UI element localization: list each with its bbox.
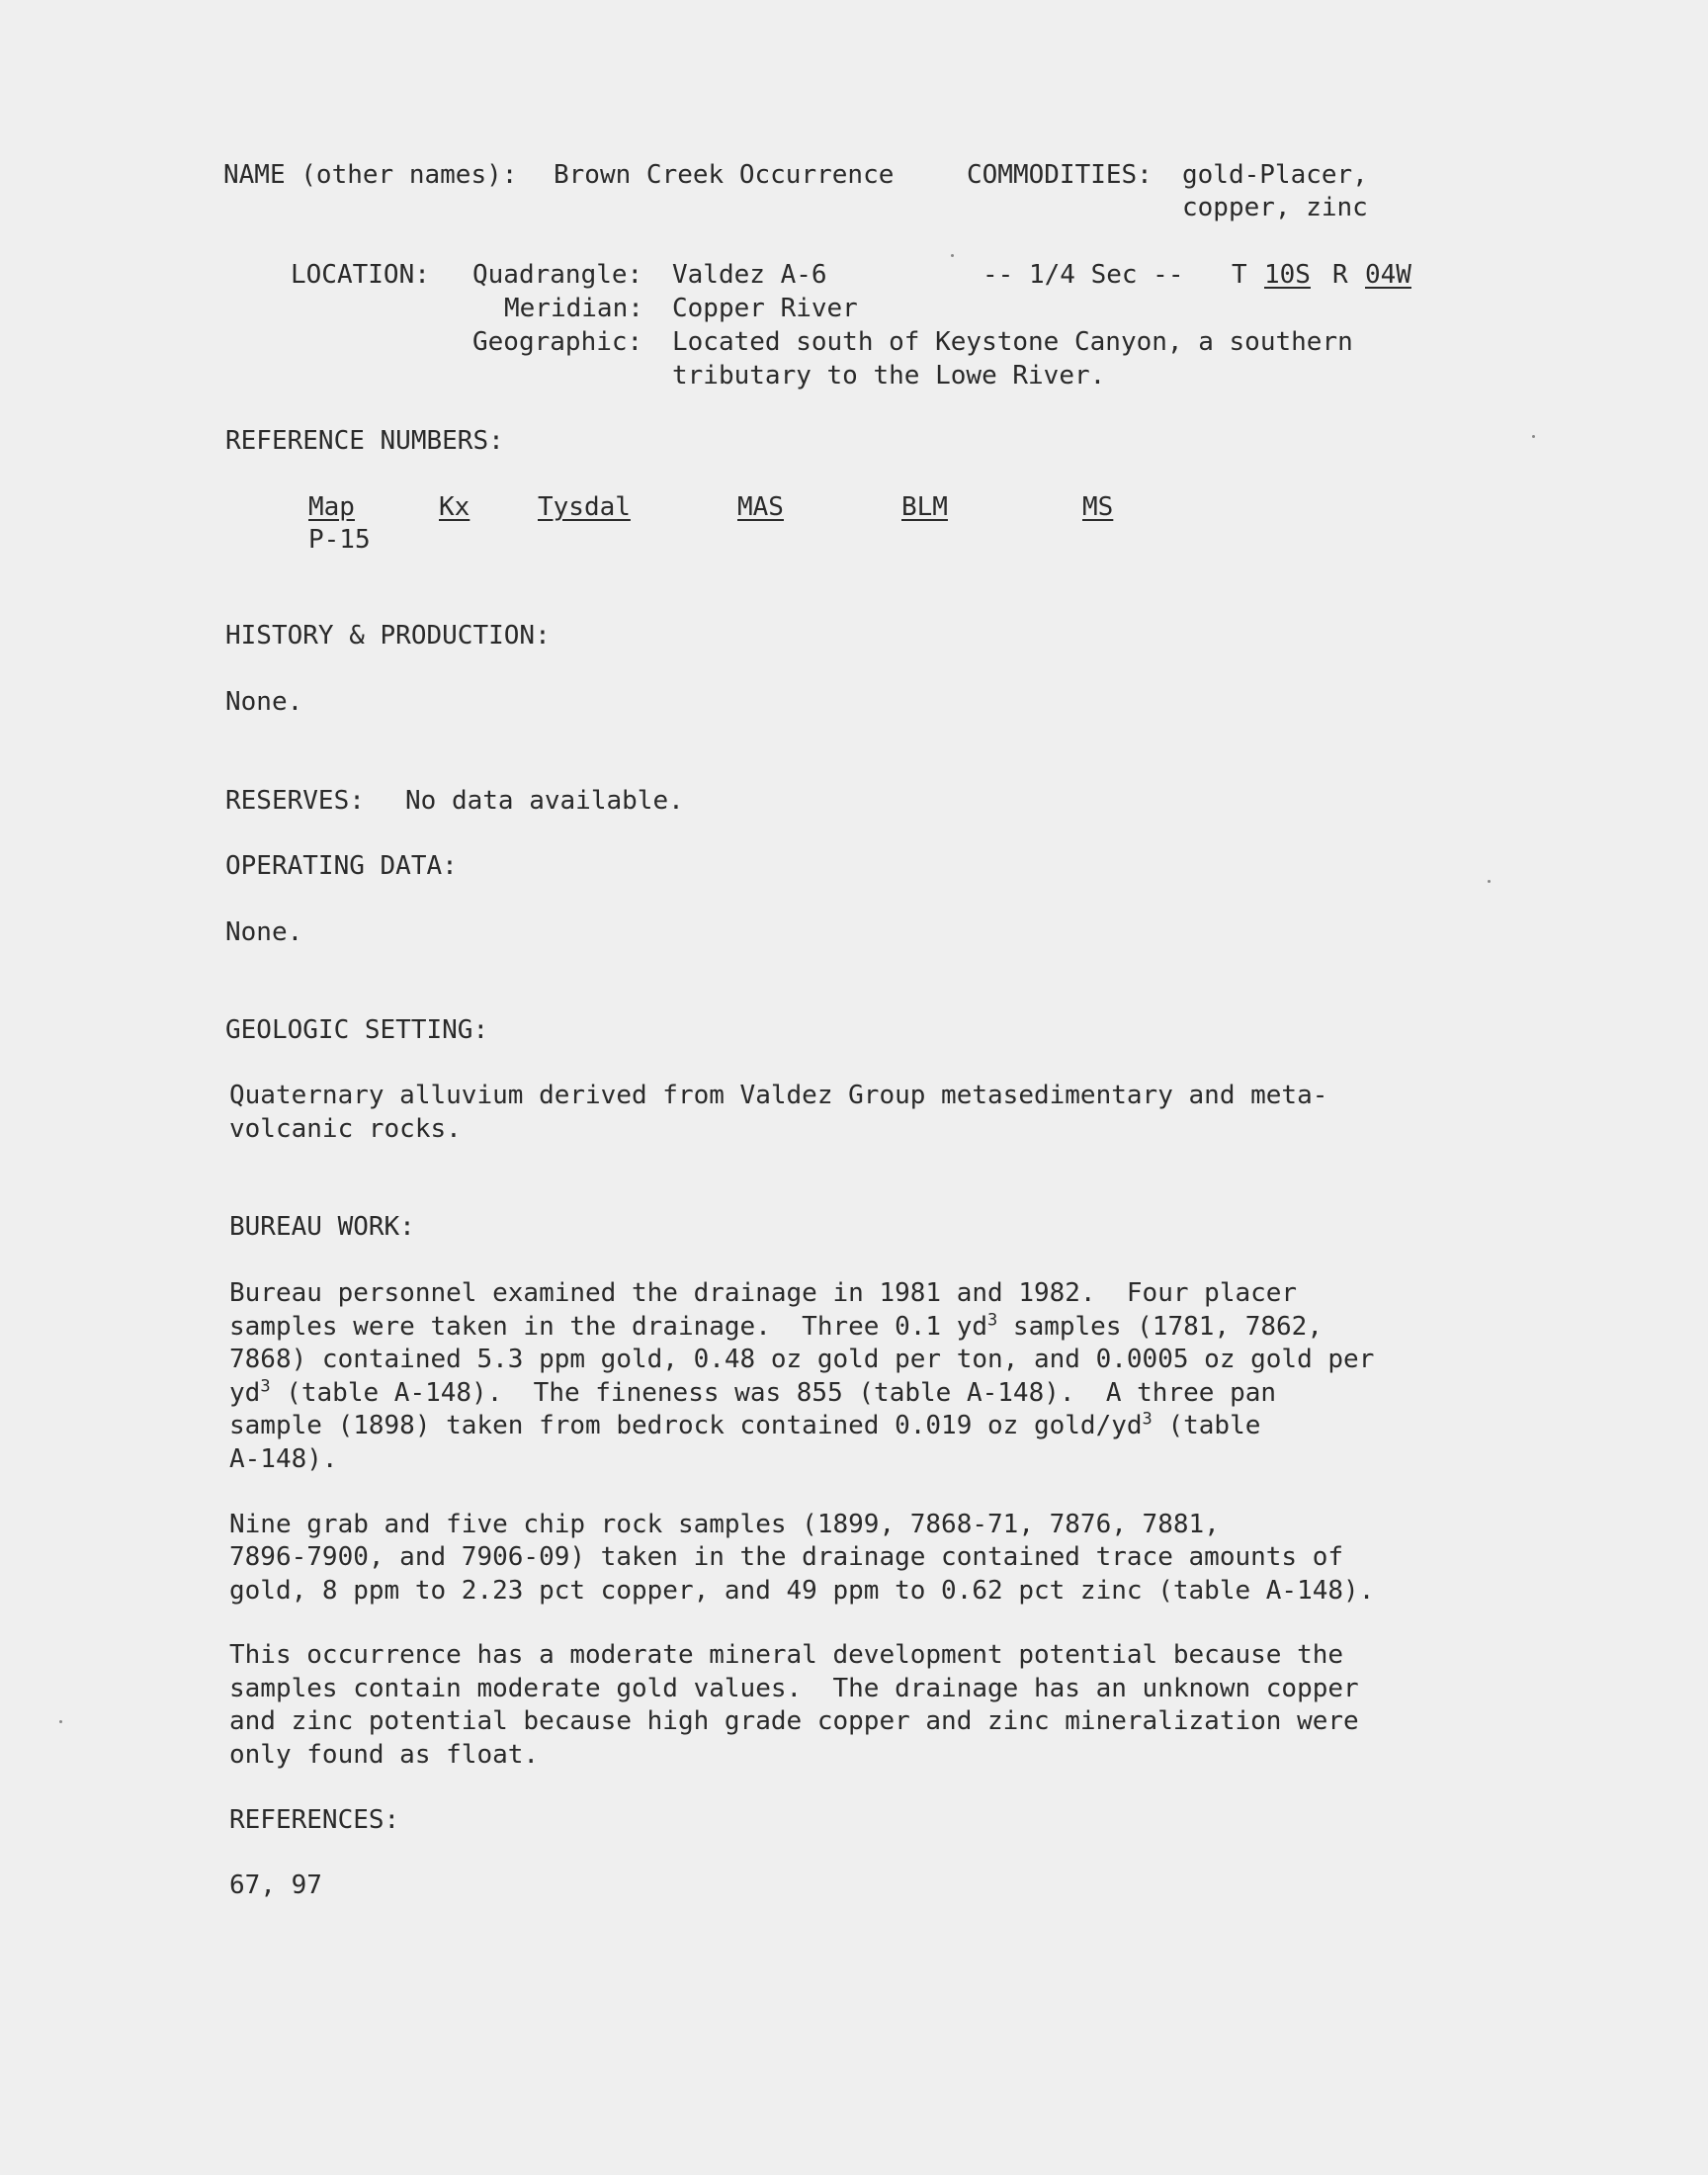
quadrangle-value: Valdez A-6 (672, 260, 827, 290)
quadrangle-label: Quadrangle: (472, 260, 643, 290)
township-value: 10S (1264, 260, 1311, 290)
bureau-heading: BUREAU WORK: (229, 1212, 415, 1242)
bureau-p1-line5: sample (1898) taken from bedrock contained 0.019 oz gold/$yd^3$ (table (229, 1409, 1261, 1440)
bureau-p1-line2: samples were taken in the drainage. Three 0.1 $yd^3$ samples (1781, 7862, (229, 1310, 1323, 1342)
name-value: Brown Creek Occurrence (554, 160, 895, 190)
operating-text: None. (225, 917, 303, 947)
geologic-line1: Quaternary alluvium derived from Valdez Group metasedimentary and meta- (229, 1081, 1328, 1110)
section-text: -- 1/4 Sec -- (982, 260, 1184, 290)
geologic-line2: volcanic rocks. (229, 1114, 462, 1144)
bureau-p2-line1: Nine grab and five chip rock samples (1899, 7868-71, 7876, 7881, (229, 1510, 1220, 1539)
reference-numbers-heading: REFERENCE NUMBERS: (225, 426, 504, 456)
meridian-value: Copper River (672, 294, 858, 323)
scan-speck (1532, 435, 1535, 438)
geographic-label: Geographic: (472, 327, 643, 357)
bureau-p3-line3: and zinc potential because high grade copper and zinc mineralization were (229, 1706, 1359, 1736)
bureau-p1-line6: A-148). (229, 1444, 338, 1474)
references-heading: REFERENCES: (229, 1805, 400, 1835)
bureau-p3-line1: This occurrence has a moderate mineral development potential because the (229, 1640, 1344, 1670)
reserves-label: RESERVES: (225, 786, 365, 816)
location-label: LOCATION: (291, 260, 430, 290)
bureau-p3-line4: only found as float. (229, 1740, 540, 1770)
bureau-p3-line2: samples contain moderate gold values. The drainage has an unknown copper (229, 1674, 1359, 1703)
commodities-line2: copper, zinc (1182, 193, 1368, 222)
range-value: 04W (1365, 260, 1411, 290)
operating-heading: OPERATING DATA: (225, 851, 458, 881)
bureau-p2-line2: 7896-7900, and 7906-09) taken in the drainage contained trace amounts of (229, 1542, 1344, 1572)
scan-speck (951, 254, 954, 257)
geographic-line2: tributary to the Lowe River. (672, 361, 1106, 391)
history-text: None. (225, 687, 303, 717)
ref-mas-label: MAS (737, 492, 784, 522)
scan-speck (1488, 880, 1491, 883)
ref-tysdal-label: Tysdal (538, 492, 631, 522)
geographic-line1: Located south of Keystone Canyon, a southern (672, 327, 1353, 357)
bureau-p2-line3: gold, 8 ppm to 2.23 pct copper, and 49 ppm to 0.62 pct zinc (table A-148). (229, 1576, 1375, 1606)
scan-speck (59, 1720, 62, 1723)
meridian-label: Meridian: (504, 294, 643, 323)
range-label: R (1332, 260, 1348, 290)
name-label: NAME (other names): (223, 160, 518, 190)
ref-kx-label: Kx (439, 492, 470, 522)
history-heading: HISTORY & PRODUCTION: (225, 621, 551, 651)
bureau-p1-line4: $yd^3$ (table A-148). The fineness was 855 (table A-148). A three pan (229, 1376, 1277, 1408)
ref-map-label: Map (308, 492, 355, 522)
ref-ms-label: MS (1082, 492, 1114, 522)
reserves-text: No data available. (405, 786, 684, 816)
commodities-label: COMMODITIES: (967, 160, 1153, 190)
bureau-p1-line1: Bureau personnel examined the drainage in 1981 and 1982. Four placer (229, 1278, 1298, 1308)
geologic-heading: GEOLOGIC SETTING: (225, 1015, 489, 1045)
bureau-p1-line3: 7868) contained 5.3 ppm gold, 0.48 oz gold per ton, and 0.0005 oz gold per (229, 1345, 1375, 1374)
ref-blm-label: BLM (901, 492, 948, 522)
township-label: T (1232, 260, 1247, 290)
ref-map-value: P-15 (308, 525, 371, 555)
references-text: 67, 97 (229, 1870, 322, 1900)
commodities-line1: gold-Placer, (1182, 160, 1368, 190)
